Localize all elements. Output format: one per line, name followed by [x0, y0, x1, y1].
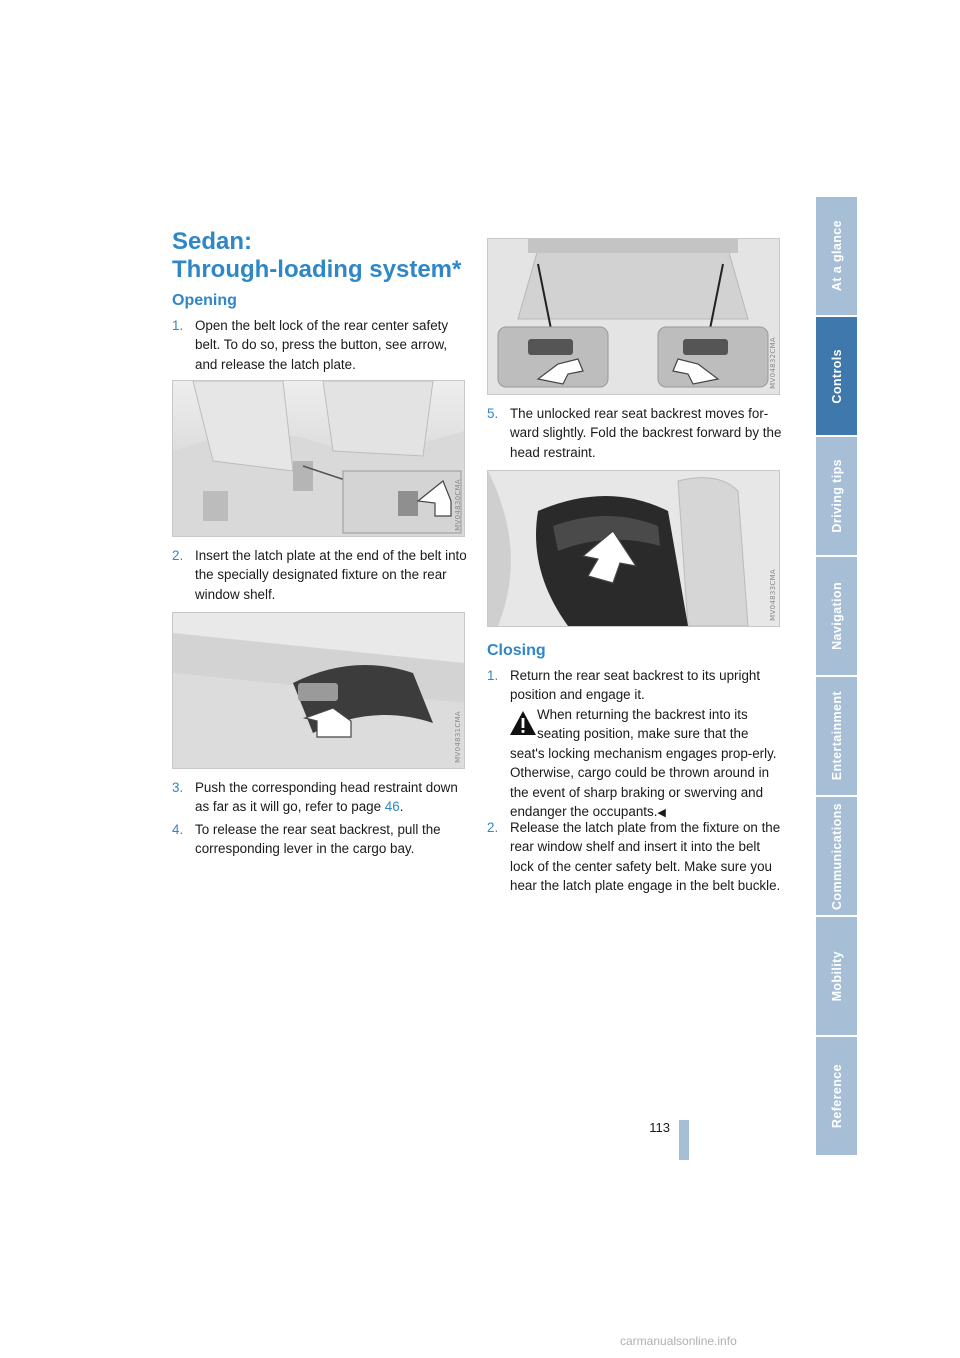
- step-text: The unlocked rear seat backrest moves for-ward slightly. Fold the backrest forward by the head restraint.: [510, 406, 782, 460]
- page-number: 113: [649, 1120, 670, 1135]
- tab-reference[interactable]: [816, 1037, 857, 1155]
- closing-step-1: [487, 666, 782, 705]
- tab-label: Communications: [829, 802, 844, 910]
- tab-label: Navigation: [829, 582, 844, 650]
- page-title: [172, 228, 461, 284]
- tab-label: Driving tips: [829, 459, 844, 533]
- step-number: 3.: [172, 780, 184, 795]
- closing-step-2: [487, 818, 782, 896]
- opening-step-5: [487, 404, 782, 462]
- figure-code: MV04833CMA: [769, 569, 777, 621]
- tab-communications[interactable]: [816, 797, 857, 915]
- step-text-before: Push the corresponding head restraint down as far as it will go, refer to page: [195, 780, 458, 815]
- warning-text: [510, 705, 785, 823]
- tab-label: Mobility: [829, 950, 844, 1002]
- step-text: To release the rear seat backrest, pull the corresponding lever in the cargo bay.: [195, 822, 441, 857]
- tab-label: Controls: [829, 348, 844, 404]
- step-text-after: .: [399, 799, 404, 815]
- step-number: 2.: [172, 548, 184, 563]
- tab-driving-tips[interactable]: [816, 437, 857, 555]
- title-line-2: Through-loading system*: [172, 256, 462, 283]
- step-text: [172, 778, 467, 817]
- opening-step-3: [172, 778, 467, 817]
- step-text: Return the rear seat backrest to its upright position and engage it.: [510, 668, 761, 703]
- step-number: 5.: [487, 406, 499, 421]
- opening-step-2: [172, 546, 467, 604]
- figure-cargo-bay-levers: [487, 238, 780, 395]
- step-number: 4.: [172, 822, 184, 837]
- tab-label: Entertainment: [829, 691, 844, 781]
- opening-heading: Opening: [172, 292, 237, 309]
- closing-heading: Closing: [487, 642, 546, 659]
- tab-label: Reference: [829, 1063, 844, 1129]
- opening-step-1: [172, 316, 467, 374]
- step-text: Release the latch plate from the fixture on the rear window shelf and insert it into the belt lock of the center safety belt. Make sure you hear the latch plate engage in the belt buckle.: [510, 820, 781, 894]
- end-mark-icon: ◀: [657, 807, 666, 820]
- tab-at-a-glance[interactable]: [816, 197, 857, 315]
- footer-watermark: carmanualsonline.info: [620, 1334, 737, 1348]
- step-text: Open the belt lock of the rear center safety belt. To do so, press the button, see arrow, and release the latch plate.: [195, 318, 449, 372]
- step-number: 2.: [487, 820, 499, 835]
- figure-code: MV04831CMA: [454, 711, 462, 763]
- tab-mobility[interactable]: [816, 917, 857, 1035]
- tab-controls[interactable]: [816, 317, 857, 435]
- figure-backrest-fold: [487, 470, 780, 627]
- page-reference-link[interactable]: 46: [384, 799, 400, 815]
- opening-step-4: [172, 820, 467, 859]
- step-number: 1.: [172, 318, 184, 333]
- figure-rear-window-shelf: [172, 612, 465, 769]
- step-text: Insert the latch plate at the end of the belt into the specially designated fixture on the rear window shelf.: [195, 548, 467, 602]
- tab-label: At a glance: [829, 220, 844, 292]
- figure-belt-lock: [172, 380, 465, 537]
- warning-body: When returning the backrest into its seating position, make sure that the seat's locking mechanism engages prop-erly. Otherwise, cargo could be thrown around in the event of sharp braking or swerving and endanger the occupants.: [510, 707, 777, 820]
- figure-code: MV04832CMA: [769, 337, 777, 389]
- section-tabs: [816, 197, 857, 1157]
- step-number: 1.: [487, 668, 499, 683]
- page-marker-bar: [679, 1120, 689, 1160]
- tab-navigation[interactable]: [816, 557, 857, 675]
- title-line-1: Sedan:: [172, 228, 253, 255]
- tab-entertainment[interactable]: [816, 677, 857, 795]
- figure-code: MV04830CMA: [454, 479, 462, 531]
